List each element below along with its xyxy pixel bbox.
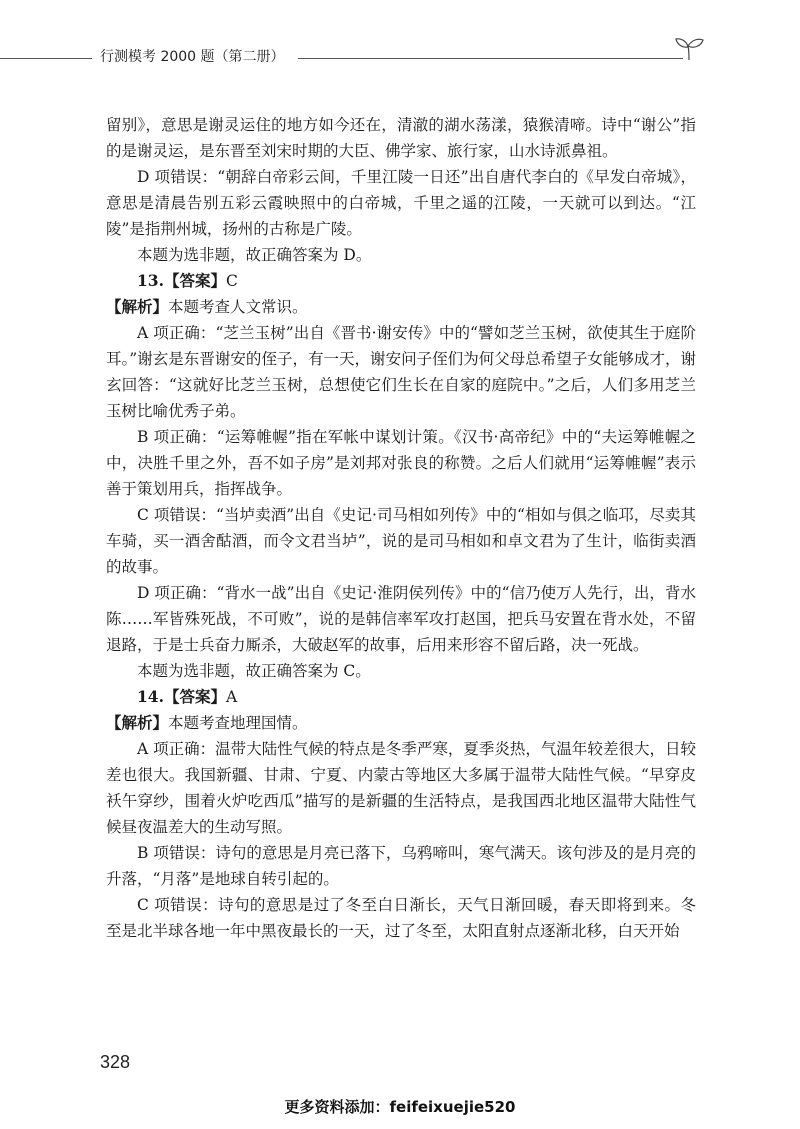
- paragraph: D 项错误：“朝辞白帝彩云间，千里江陵一日还”出自唐代李白的《早发白帝城》，意思是清晨告别五彩云霞映照中的白帝城，千里之遥的江陵，一天就可以到达。“江陵”是指荆州城，扬州的古称是广陵。: [106, 168, 696, 238]
- answer-heading: 14.【答案】A: [137, 687, 238, 706]
- header-rule-right: [298, 58, 683, 59]
- footer-note: 更多资料添加：feifeixuejie520: [284, 1098, 516, 1116]
- header-rule-left: [0, 58, 92, 59]
- paragraph: C 项错误：诗句的意思是过了冬至白日渐长，天气日渐回暖，春天即将到来。冬至是北半球各地一年中黑夜最长的一天，过了冬至，太阳直射点逐渐北移，白天开始: [106, 896, 696, 940]
- header-title: 行测模考 2000 题（第二册）: [100, 49, 285, 65]
- paragraph: 本题为选非题，故正确答案为 D。: [137, 246, 372, 264]
- running-header: [0, 40, 800, 70]
- paragraph: 留别》，意思是谢灵运住的地方如今还在，清澈的湖水荡漾，猿猴清啼。诗中“谢公”指的是谢灵运，是东晋至刘宋时期的大臣、佛学家、旅行家，山水诗派鼻祖。: [106, 116, 696, 160]
- analysis-heading: 【解析】本题考查地理国情。: [106, 713, 308, 732]
- answer-heading: 13.【答案】C: [137, 271, 238, 290]
- analysis-heading: 【解析】本题考查人文常识。: [106, 297, 308, 316]
- paragraph: A 项正确：温带大陆性气候的特点是冬季严寒，夏季炎热，气温年较差很大，日较差也很大。我国新疆、甘肃、宁夏、内蒙古等地区大多属于温带大陆性气候。“早穿皮袄午穿纱，围着火炉吃西瓜”描写的是新疆的生活特点，是我国西北地区温带大陆性气候昼夜温差大的生动写照。: [106, 740, 696, 836]
- sprout-icon: [672, 36, 706, 62]
- paragraph: A 项正确：“芝兰玉树”出自《晋书·谢安传》中的“譬如芝兰玉树，欲使其生于庭阶耳。”谢玄是东晋谢安的侄子，有一天，谢安问子侄们为何父母总希望子女能够成才，谢玄回答：“这就好比芝兰玉树，总想使它们生长在自家的庭院中。”之后，人们多用芝兰玉树比喻优秀子弟。: [106, 324, 696, 420]
- paragraph: B 项错误：诗句的意思是月亮已落下，乌鸦啼叫，寒气满天。该句涉及的是月亮的升落，“月落”是地球自转引起的。: [106, 844, 696, 888]
- page-body: [106, 112, 696, 944]
- page-number: 328: [100, 1052, 131, 1072]
- paragraph: B 项正确：“运筹帷幄”指在军帐中谋划计策。《汉书·高帝纪》中的“夫运筹帷幄之中，决胜千里之外，吾不如子房”是刘邦对张良的称赞。之后人们就用“运筹帷幄”表示善于策划用兵，指挥战争。: [106, 428, 696, 498]
- paragraph: 本题为选非题，故正确答案为 C。: [137, 662, 371, 680]
- paragraph: D 项正确：“背水一战”出自《史记·淮阴侯列传》中的“信乃使万人先行，出，背水陈……军皆殊死战，不可败”，说的是韩信率军攻打赵国，把兵马安置在背水处，不留退路，于是士兵奋力厮杀，大破赵军的故事，后用来形容不留后路，决一死战。: [106, 584, 696, 654]
- paragraph: C 项错误：“当垆卖酒”出自《史记·司马相如列传》中的“相如与俱之临邛，尽卖其车骑，买一酒舍酤酒，而令文君当垆”，说的是司马相如和卓文君为了生计，临街卖酒的故事。: [106, 506, 696, 576]
